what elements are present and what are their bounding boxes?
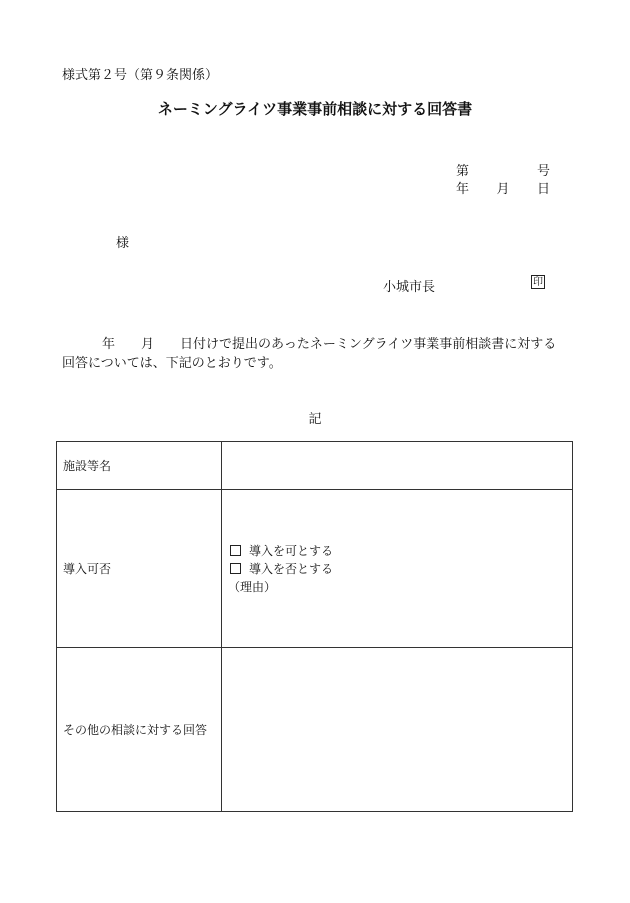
number-prefix: 第 (456, 164, 470, 179)
date-day: 日 (536, 182, 550, 197)
facility-label: 施設等名 (57, 442, 222, 490)
facility-value[interactable] (222, 442, 573, 490)
date-line (456, 178, 550, 197)
number-suffix: 号 (536, 164, 550, 179)
reason-label: （理由） (228, 579, 277, 594)
seal-icon: 印 (533, 277, 543, 288)
issuer-name: 小城市長 (383, 280, 436, 295)
body-text: 日付けで提出のあったネーミングライツ事業事前相談書に対する回答については、下記のとおりです。 (62, 337, 557, 371)
date-month: 月 (496, 182, 510, 197)
checkbox-icon[interactable] (230, 545, 241, 556)
body-year: 年 (102, 337, 116, 352)
option-allow-label: 導入を可とする (249, 543, 334, 558)
other-label: その他の相談に対する回答 (57, 648, 222, 812)
document-number-line (456, 160, 550, 179)
table-row (57, 648, 573, 812)
option-deny-label: 導入を否とする (249, 561, 334, 576)
option-deny[interactable] (228, 560, 566, 578)
checkbox-icon[interactable] (230, 563, 241, 574)
addressee: 様 (116, 236, 130, 251)
introduction-label: 導入可否 (57, 490, 222, 648)
document-title: ネーミングライツ事業事前相談に対する回答書 (157, 100, 473, 118)
body-month: 月 (141, 337, 155, 352)
response-table (56, 441, 573, 812)
table-row (57, 490, 573, 648)
date-year: 年 (456, 182, 470, 197)
ki-heading: 記 (308, 412, 322, 427)
table-row (57, 442, 573, 490)
body-paragraph (62, 335, 560, 373)
other-value[interactable] (222, 648, 573, 812)
option-allow[interactable] (228, 542, 566, 560)
form-number: 様式第２号（第９条関係） (62, 68, 219, 83)
introduction-options (222, 490, 573, 648)
